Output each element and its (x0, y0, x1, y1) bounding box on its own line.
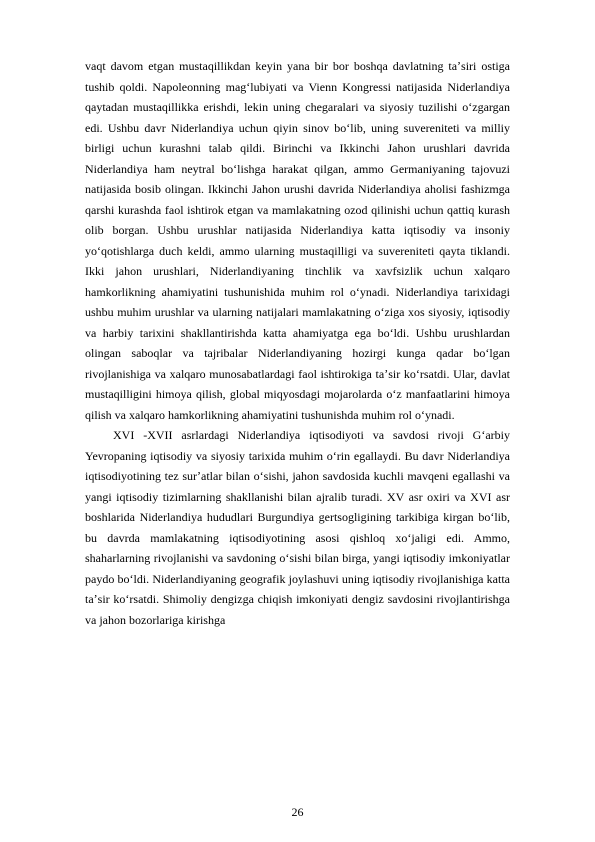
document-body (85, 56, 510, 630)
paragraph-1: vaqt davom etgan mustaqillikdan keyin yana bir bor boshqa davlatning taʼsiri ostiga tushib qoldi. Napoleonning magʻlubiyati va Vienn Kongressi natijasida Niderlandiya qaytadan mustaqillikka erishdi, lekin uning chegaralari va siyosiy tuzilishi oʻzgargan edi. Ushbu davr Niderlandiya uchun qiyin sinov boʻlib, uning suvereniteti va milliy birligi uchun kurashni talab qildi. Birinchi va Ikkinchi Jahon urushlari davrida Niderlandiya ham neytral boʻlishga harakat qilgan, ammo Germaniyaning tajovuzi natijasida bosib olingan. Ikkinchi Jahon urushi davrida Niderlandiya aholisi fashizmga qarshi kurashda faol ishtirok etgan va mamlakatning ozod qilinishi uchun qattiq kurash olib borgan. Ushbu urushlar natijasida Niderlandiya katta iqtisodiy va insoniy yoʻqotishlarga duch keldi, ammo ularning mustaqilligi va suvereniteti qayta tiklandi. Ikki jahon urushlari, Niderlandiyaning tinchlik va xavfsizlik uchun xalqaro hamkorlikning ahamiyatini tushunishida muhim rol oʻynadi. Niderlandiya tarixidagi ushbu muhim urushlar va ularning natijalari mamlakatning oʻziga xos siyosiy, iqtisodiy va harbiy tarixini shakllantirishda katta ahamiyatga ega boʻldi. Ushbu urushlardan olingan saboqlar va tajribalar Niderlandiyaning hozirgi kunga qadar boʻlgan rivojlanishiga va xalqaro munosabatlardagi faol ishtirokiga taʼsir koʻrsatdi. Ular, davlat mustaqilligini himoya qilish, global miqyosdagi mojarolarda oʻz manfaatlarini himoya qilish va xalqaro hamkorlikning ahamiyatini tushunishda muhim rol oʻynadi. (85, 59, 510, 422)
paragraph-2: XVI -XVII asrlardagi Niderlandiya iqtisodiyoti va savdosi rivoji Gʻarbiy Yevropaning iqtisodiy va siyosiy tarixida muhim oʻrin egallaydi. Bu davr Niderlandiya iqtisodiyotining tez surʼatlar bilan oʻsishi, jahon savdosida kuchli mavqeni egallashi va yangi iqtisodiy tizimlarning shakllanishi bilan ajralib turadi. XV asr oxiri va XVI asr boshlarida Niderlandiya hududlari Burgundiya gertsogligining tarkibiga kirgan boʻlib, bu davrda mamlakatning iqtisodiyotining asosi qishloq xoʻjaligi edi. Ammo, shaharlarning rivojlanishi va savdoning oʻsishi bilan birga, yangi iqtisodiy imkoniyatlar paydo boʻldi. Niderlandiyaning geografik joylashuvi uning iqtisodiy rivojlanishiga katta taʼsir koʻrsatdi. Shimoliy dengizga chiqish imkoniyati dengiz savdosini rivojlantirishga va jahon bozorlariga kirishga (85, 428, 510, 627)
page-number: 26 (291, 805, 304, 819)
